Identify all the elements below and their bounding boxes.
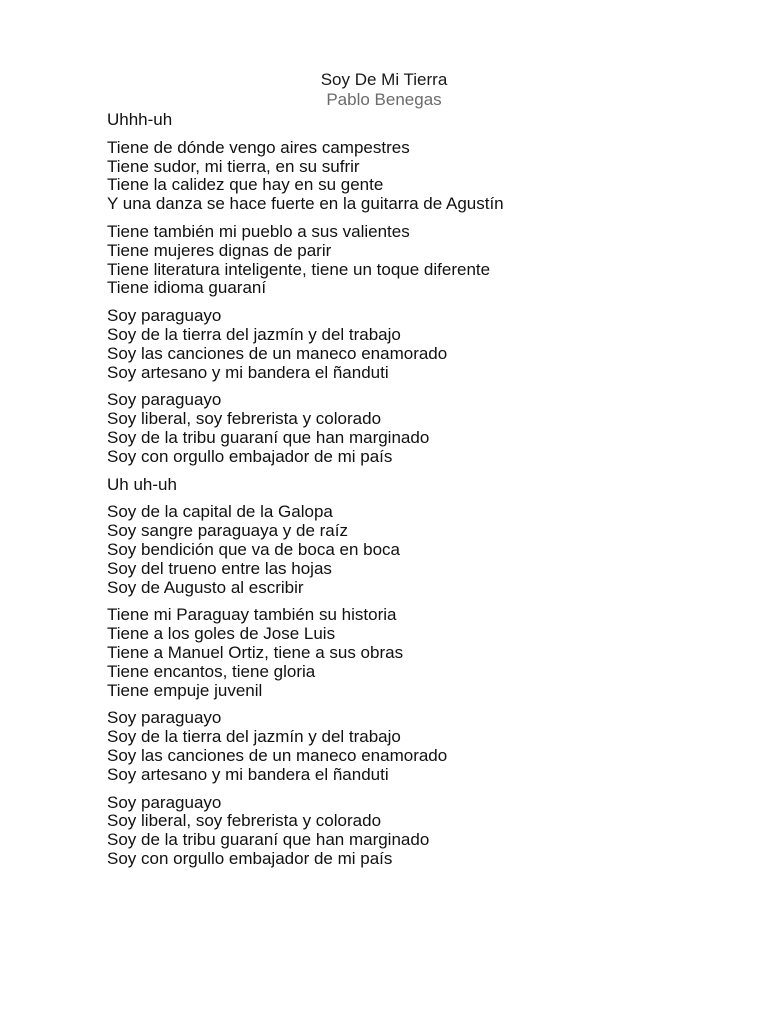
lyric-line: Uh uh-uh bbox=[107, 474, 177, 494]
stanza bbox=[107, 307, 727, 382]
stanza bbox=[107, 503, 727, 597]
lyric-line: Tiene la calidez que hay en su gente bbox=[107, 175, 384, 195]
lyric-line: Soy artesano y mi bandera el ñanduti bbox=[107, 362, 389, 382]
lyric-line: Tiene empuje juvenil bbox=[107, 680, 263, 700]
lyric-line: Soy liberal, soy febrerista y colorado bbox=[107, 409, 382, 429]
stanza bbox=[107, 709, 727, 784]
stanza bbox=[107, 606, 727, 700]
stanza bbox=[107, 111, 727, 130]
lyric-line: Soy paraguayo bbox=[107, 390, 222, 410]
stanza bbox=[107, 794, 727, 869]
lyric-line: Tiene mujeres dignas de parir bbox=[107, 240, 332, 260]
lyric-line: Tiene mi Paraguay también su historia bbox=[107, 605, 397, 625]
lyric-line: Soy de la tierra del jazmín y del trabajo bbox=[107, 727, 401, 747]
lyric-line: Soy de la tribu guaraní que han marginado bbox=[107, 427, 430, 447]
lyric-line: Soy bendición que va de boca en boca bbox=[107, 539, 401, 559]
lyric-line: Soy de Augusto al escribir bbox=[107, 577, 304, 597]
stanza bbox=[107, 476, 727, 495]
stanza bbox=[107, 223, 727, 298]
lyric-line: Y una danza se hace fuerte en la guitarra de Agustín bbox=[107, 194, 504, 214]
lyric-line: Tiene idioma guaraní bbox=[107, 278, 267, 298]
lyric-line: Tiene literatura inteligente, tiene un toque diferente bbox=[107, 259, 491, 279]
lyric-line: Soy artesano y mi bandera el ñanduti bbox=[107, 764, 389, 784]
lyric-line: Soy paraguayo bbox=[107, 708, 222, 728]
lyric-line: Soy las canciones de un maneco enamorado bbox=[107, 343, 448, 363]
stanza bbox=[107, 139, 727, 214]
lyric-line: Tiene de dónde vengo aires campestres bbox=[107, 137, 410, 157]
lyric-line: Soy paraguayo bbox=[107, 792, 222, 812]
lyric-line: Soy con orgullo embajador de mi país bbox=[107, 446, 393, 466]
lyric-line: Soy sangre paraguaya y de raíz bbox=[107, 521, 348, 541]
song-title: Soy De Mi Tierra bbox=[320, 70, 448, 89]
lyric-line: Tiene a los goles de Jose Luis bbox=[107, 624, 336, 644]
lyric-line: Tiene encantos, tiene gloria bbox=[107, 661, 316, 681]
lyric-line: Uhhh-uh bbox=[107, 110, 173, 129]
lyrics-body bbox=[107, 111, 727, 878]
lyric-line: Soy las canciones de un maneco enamorado bbox=[107, 745, 448, 765]
lyric-line: Soy liberal, soy febrerista y colorado bbox=[107, 811, 382, 831]
lyric-line: Soy de la capital de la Galopa bbox=[107, 502, 333, 522]
lyric-line: Soy del trueno entre las hojas bbox=[107, 558, 332, 578]
lyric-line: Soy de la tierra del jazmín y del trabajo bbox=[107, 324, 401, 344]
lyric-line: Soy paraguayo bbox=[107, 306, 222, 326]
lyric-line: Tiene a Manuel Ortiz, tiene a sus obras bbox=[107, 642, 404, 662]
stanza bbox=[107, 391, 727, 466]
lyric-line: Soy de la tribu guaraní que han marginado bbox=[107, 830, 430, 850]
song-artist: Pablo Benegas bbox=[326, 90, 442, 109]
lyric-line: Tiene sudor, mi tierra, en su sufrir bbox=[107, 156, 360, 176]
lyric-line: Soy con orgullo embajador de mi país bbox=[107, 848, 393, 868]
lyric-line: Tiene también mi pueblo a sus valientes bbox=[107, 221, 410, 241]
